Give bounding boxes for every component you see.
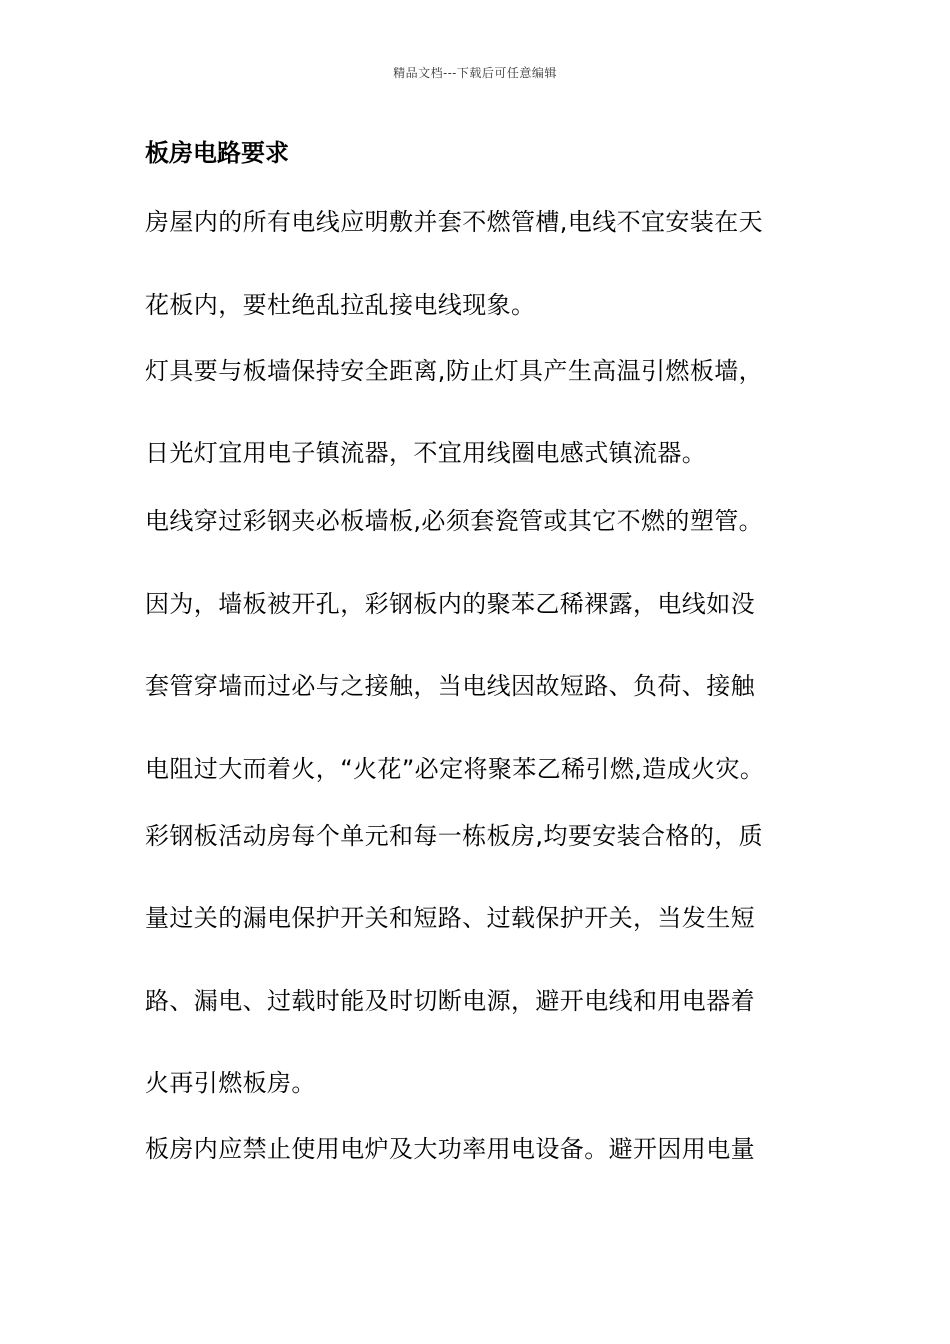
text-line: 彩钢板活动房每个单元和每一栋板房,均要安装合格的，质 xyxy=(145,822,764,850)
text-line: 板房内应禁止使用电炉及大功率用电设备。避开因用电量 xyxy=(145,1135,755,1163)
text-line: 日光灯宜用电子镇流器，不宜用线圈电感式镇流器。 xyxy=(145,439,707,467)
text-line: 路、漏电、过载时能及时切断电源，避开电线和用电器着 xyxy=(145,987,755,1015)
text-line: 因为，墙板被开孔，彩钢板内的聚苯乙稀裸露，电线如没 xyxy=(145,590,755,618)
document-title: 板房电路要求 xyxy=(145,139,289,167)
text-line: 房屋内的所有电线应明敷并套不燃管槽,电线不宜安装在天 xyxy=(145,208,764,236)
page-header: 精品文档---下载后可任意编辑 xyxy=(393,66,557,80)
text-line: 电线穿过彩钢夹必板墙板,必须套瓷管或其它不燃的塑管。 xyxy=(145,507,764,535)
text-line: 花板内，要杜绝乱拉乱接电线现象。 xyxy=(145,291,536,319)
text-line: 套管穿墙而过必与之接触，当电线因故短路、负荷、接触 xyxy=(145,672,755,700)
text-line: 火再引燃板房。 xyxy=(145,1069,316,1097)
text-line: 电阻过大而着火，“火花”必定将聚苯乙稀引燃,造成火灾。 xyxy=(145,755,765,783)
text-line: 灯具要与板墙保持安全距离,防止灯具产生高温引燃板墙， xyxy=(145,357,764,385)
text-line: 量过关的漏电保护开关和短路、过载保护开关，当发生短 xyxy=(145,904,755,932)
